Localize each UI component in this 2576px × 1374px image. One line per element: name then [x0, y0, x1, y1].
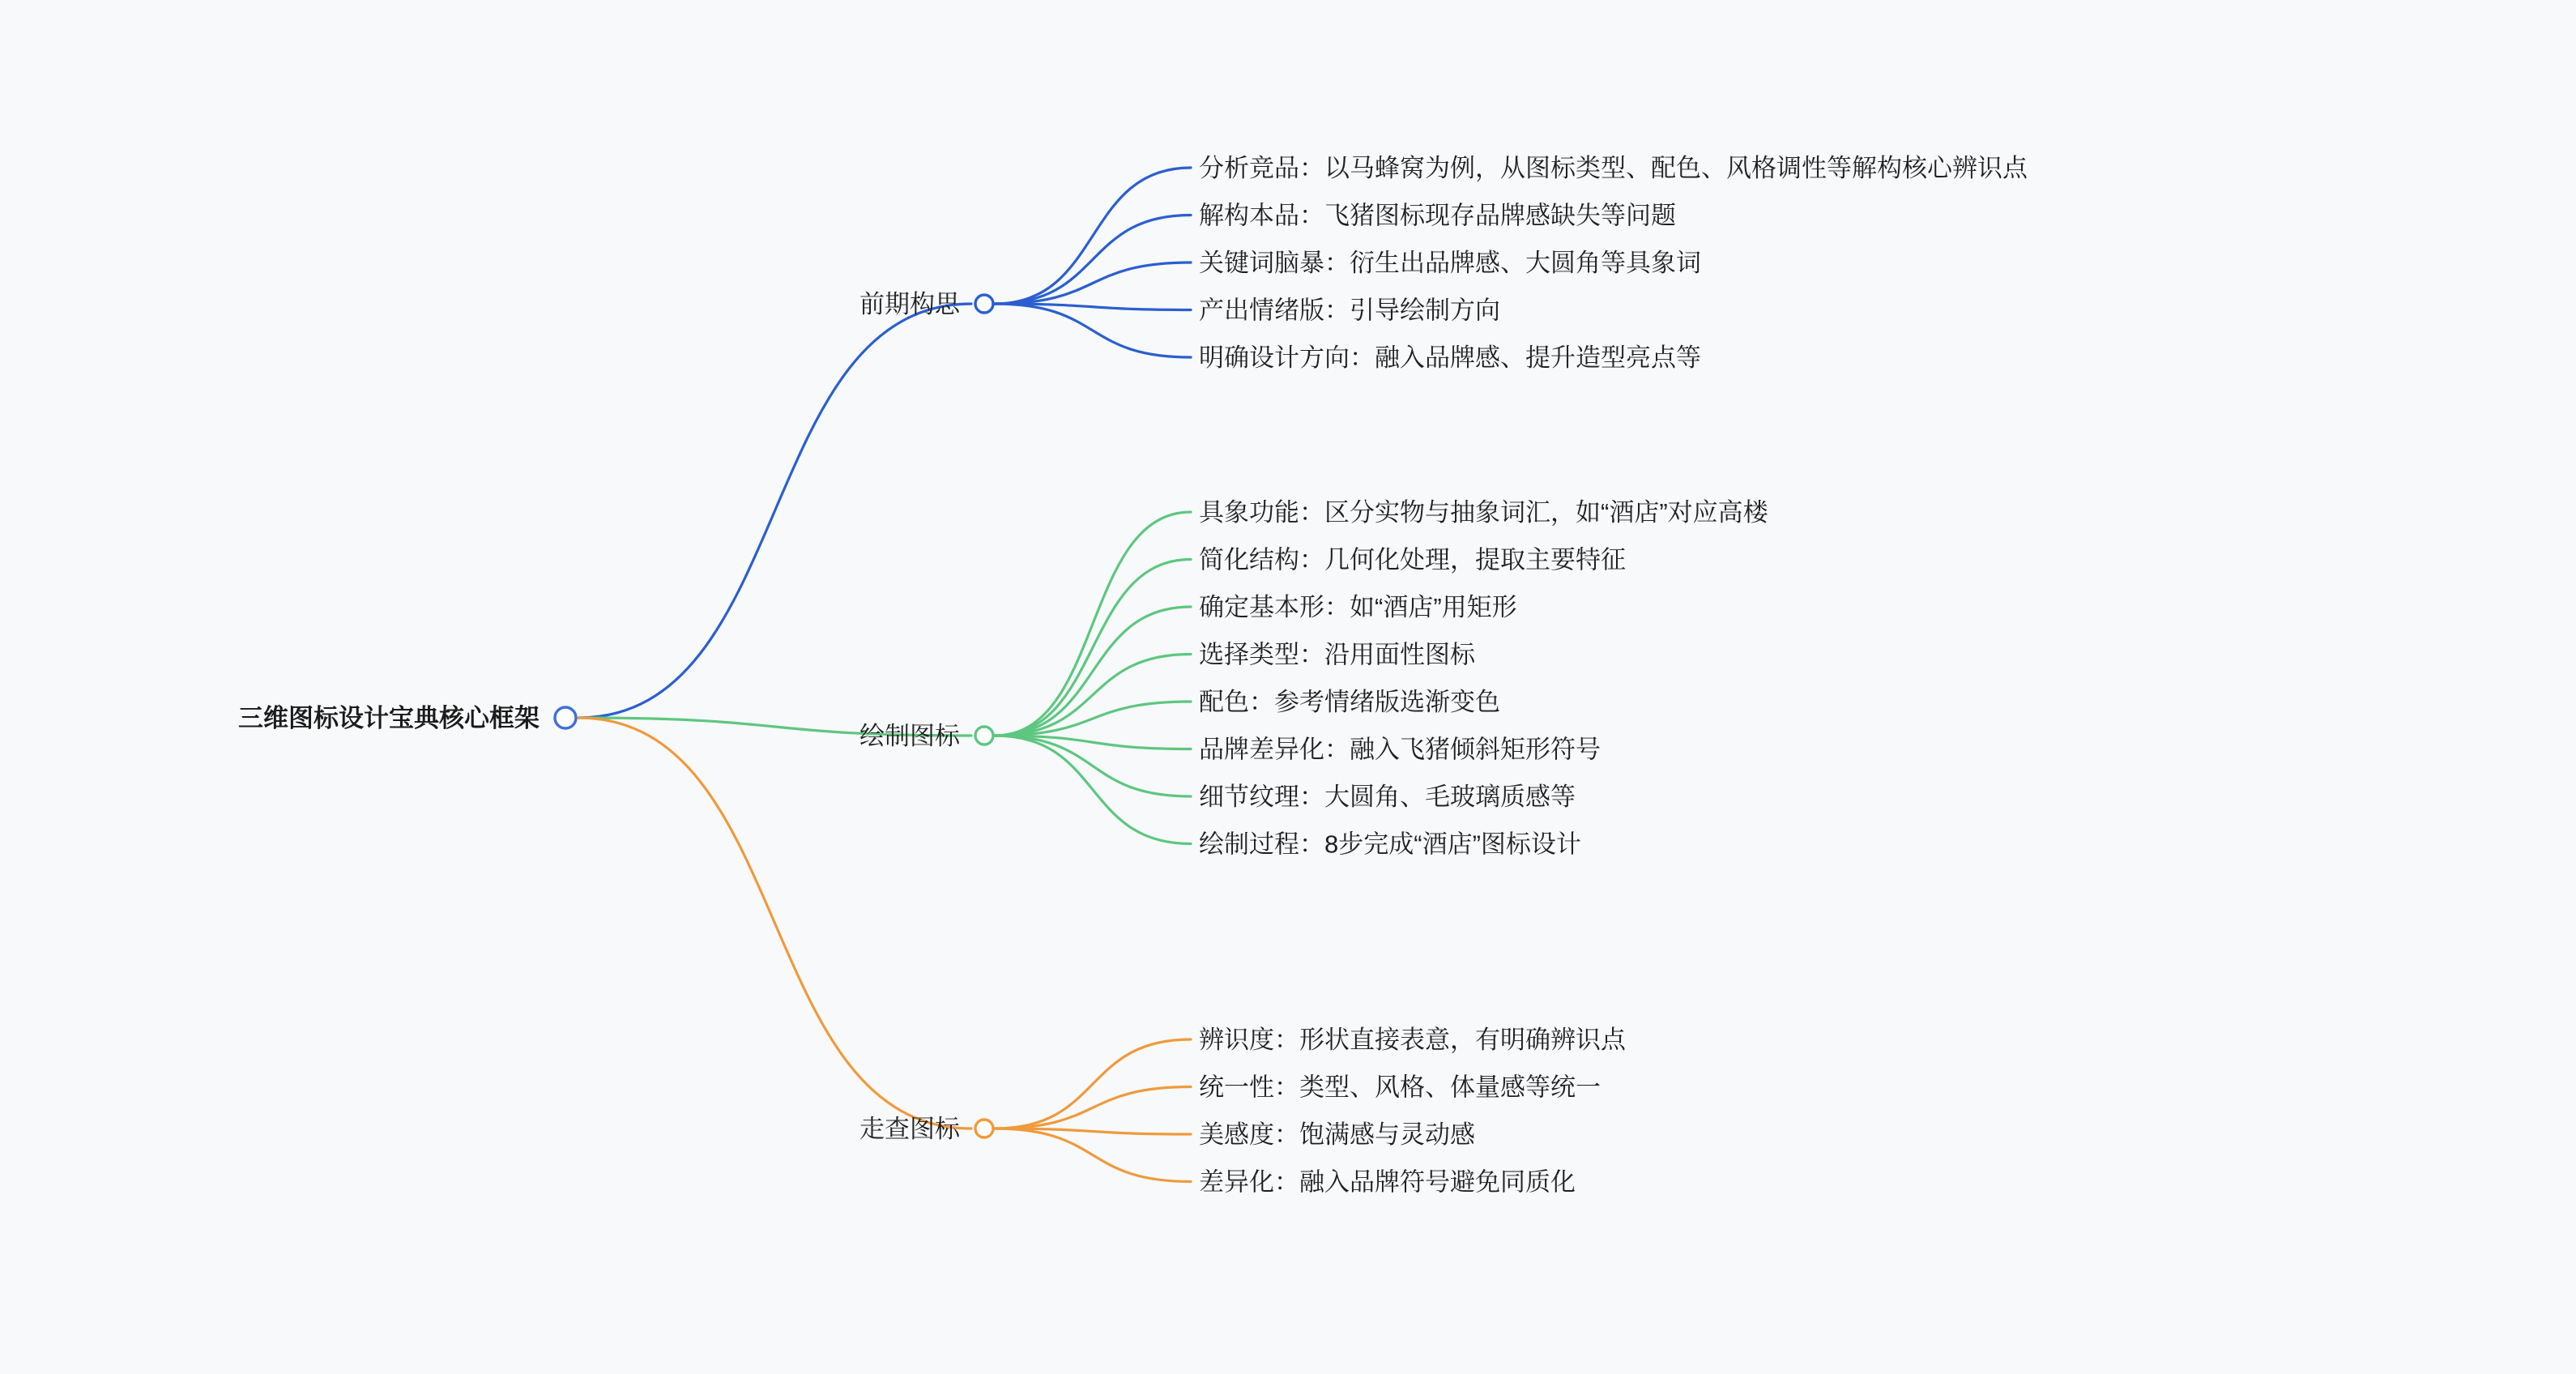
leaf-label: 确定基本形：如“酒店”用矩形 — [1199, 593, 1517, 621]
branch-node-dot[interactable] — [975, 1120, 993, 1137]
edge-branch-to-leaf — [995, 215, 1191, 305]
leaf-label: 明确设计方向：融入品牌感、提升造型亮点等 — [1199, 344, 1701, 372]
branch-label: 绘制图标 — [859, 722, 960, 750]
root-label: 三维图标设计宝典核心框架 — [238, 704, 540, 732]
branch-label: 前期构思 — [859, 290, 960, 318]
branch-node-dot[interactable] — [975, 727, 993, 745]
leaf-label: 辨识度：形状直接表意，有明确辨识点 — [1199, 1026, 1626, 1054]
edge-branch-to-leaf — [995, 655, 1191, 736]
leaf-label: 分析竞品：以马蜂窝为例，从图标类型、配色、风格调性等解构核心辨识点 — [1199, 154, 2028, 182]
leaf-label: 具象功能：区分实物与抽象词汇，如“酒店”对应高楼 — [1199, 498, 1768, 527]
leaf-label: 差异化：融入品牌符号避免同质化 — [1199, 1167, 1576, 1197]
edge-root-to-branch — [578, 304, 971, 718]
leaf-label: 解构本品：飞猪图标现存品牌感缺失等问题 — [1199, 201, 1676, 230]
edge-branch-to-leaf — [995, 736, 1191, 796]
edge-branch-to-leaf — [995, 1039, 1191, 1129]
leaf-label: 美感度：饱满感与灵动感 — [1199, 1120, 1475, 1149]
root-node-dot[interactable] — [555, 707, 576, 728]
edge-branch-to-leaf — [995, 736, 1191, 844]
leaf-label: 细节纹理：大圆角、毛玻璃质感等 — [1199, 783, 1576, 811]
edge-branch-to-leaf — [995, 1087, 1191, 1129]
branch-label: 走查图标 — [859, 1115, 960, 1143]
leaf-label: 配色：参考情绪版选渐变色 — [1199, 688, 1500, 716]
mindmap-nodes — [238, 154, 2028, 1197]
leaf-label: 品牌差异化：融入飞猪倾斜矩形符号 — [1199, 735, 1601, 764]
leaf-label: 统一性：类型、风格、体量感等统一 — [1199, 1073, 1601, 1102]
edge-root-to-branch — [578, 718, 971, 1129]
edge-branch-to-leaf — [995, 560, 1191, 736]
leaf-label: 产出情绪版：引导绘制方向 — [1199, 296, 1500, 325]
edge-branch-to-leaf — [995, 262, 1191, 304]
leaf-label: 简化结构：几何化处理，提取主要特征 — [1199, 545, 1626, 574]
leaf-label: 选择类型：沿用面性图标 — [1199, 640, 1475, 669]
leaf-label: 绘制过程：8步完成“酒店”图标设计 — [1199, 830, 1581, 859]
mindmap-edges — [578, 168, 1191, 1182]
leaf-label: 关键词脑暴：衍生出品牌感、大圆角等具象词 — [1199, 249, 1701, 277]
branch-node-dot[interactable] — [975, 295, 993, 313]
edge-branch-to-leaf — [995, 304, 1191, 357]
edge-branch-to-leaf — [995, 1129, 1191, 1182]
